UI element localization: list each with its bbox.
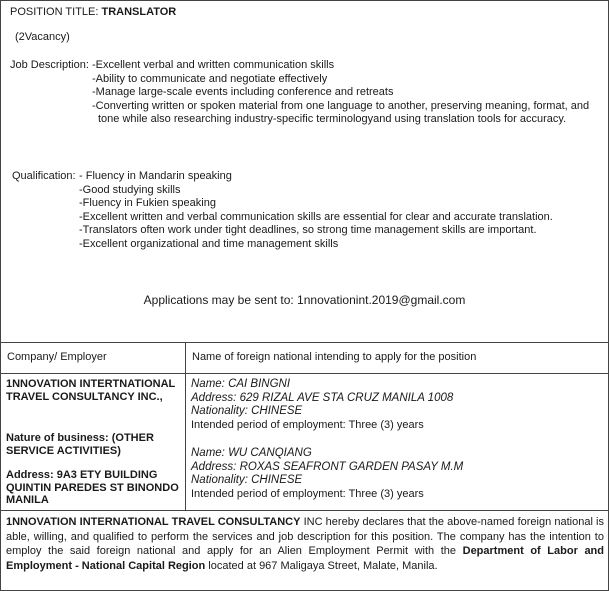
declaration-location: located at 967 Maligaya Street, Malate, Manila. (205, 559, 438, 572)
declaration-department: Department of Labor and Employment - National Capital Region (6, 545, 604, 572)
national-address: Address: 629 RIZAL AVE STA CRUZ MANILA 1008 (191, 391, 454, 404)
job-description-item: -Converting written or spoken material from one language to another, preserving meaning, format, and (92, 99, 590, 112)
job-description-item: tone while also researching industry-specific terminologyand using translation tools for accuracy. (98, 113, 567, 125)
job-description-item: -Excellent verbal and written communication skills (92, 59, 335, 71)
qualification-list (79, 170, 599, 251)
position-title-value: TRANSLATOR (101, 6, 177, 18)
national-nationality: Nationality: CHINESE (191, 405, 303, 417)
job-description-item: -Manage large-scale events including conference and retreats (92, 86, 394, 98)
job-description-list (92, 59, 602, 127)
nature-of-business: Nature of business: (OTHER SERVICE ACTIVITIES) (6, 432, 154, 457)
declaration-text: INC hereby declares that the above-named foreign national is able, willing, and qualified to perform the services and job description for this position. The company has the intention to employ the said foreign national and apply for an Alien Employment Permit with the (6, 516, 604, 557)
foreign-nationals (191, 378, 601, 501)
declaration-company: 1NNOVATION INTERNATIONAL TRAVEL CONSULTANCY (6, 516, 301, 528)
national-employment-period: Intended period of employment: Three (3) years (191, 418, 424, 431)
section-divider (1, 342, 608, 343)
company-address: Address: 9A3 ETY BUILDING QUINTIN PAREDES ST BINONDO MANILA (6, 469, 179, 506)
spacer (191, 432, 601, 447)
national-name: Name: CAI BINGNI (191, 378, 291, 390)
qualification-label: Qualification: (12, 170, 76, 182)
qualification-item: -Translators often work under tight deadlines, so strong time management skills are important. (79, 224, 537, 236)
table-header-company: Company/ Employer (7, 351, 107, 363)
position-title (10, 6, 176, 20)
position-section (1, 1, 608, 342)
national-employment-period: Intended period of employment: Three (3) years (191, 487, 424, 500)
qualification-item: -Excellent organizational and time management skills (79, 237, 339, 250)
table-header-divider (1, 373, 608, 374)
table-bottom-divider (1, 510, 608, 511)
position-label: POSITION TITLE: (10, 6, 99, 18)
national-address: Address: ROXAS SEAFRONT GARDEN PASAY M.M (191, 460, 464, 473)
company-name: 1NNOVATION INTERTNATIONAL TRAVEL CONSULTANCY INC., (6, 378, 176, 403)
qualification-item: -Excellent written and verbal communication skills are essential for clear and accurate translation. (79, 210, 553, 223)
job-description-item: -Ability to communicate and negotiate effectively (92, 72, 328, 85)
national-nationality: Nationality: CHINESE (191, 474, 303, 486)
job-description-label: Job Description: (10, 59, 89, 71)
qualification-item: -Good studying skills (79, 183, 181, 196)
qualification-item: -Fluency in Fukien speaking (79, 197, 216, 209)
vacancy-count: (2Vacancy) (15, 31, 70, 43)
qualification-item: - Fluency in Mandarin speaking (79, 170, 232, 182)
declaration-paragraph (6, 515, 604, 573)
company-details (6, 378, 186, 507)
applications-contact: Applications may be sent to: 1nnovationint.2019@gmail.com (143, 293, 466, 307)
table-header-foreign-national: Name of foreign national intending to apply for the position (192, 351, 477, 363)
national-name: Name: WU CANQIANG (191, 447, 312, 459)
